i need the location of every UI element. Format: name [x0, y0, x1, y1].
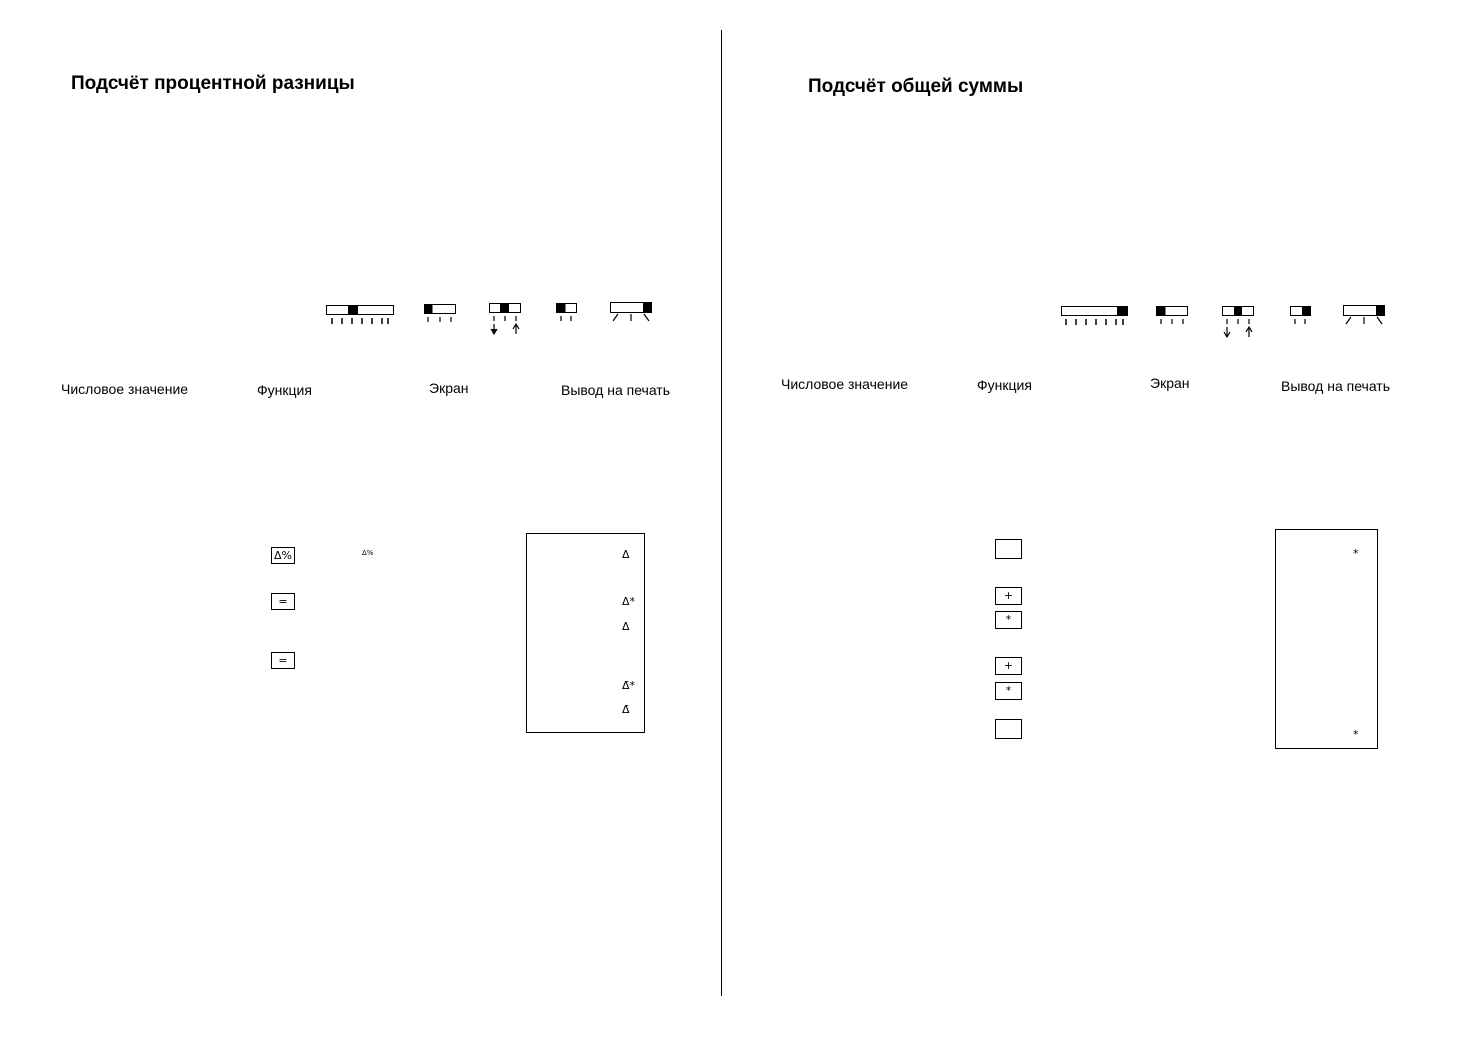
right-decimal-switch-icon [1061, 305, 1131, 327]
plus-key[interactable]: + [995, 657, 1022, 675]
left-mode-switch-icon [424, 304, 458, 326]
right-print-switch-icon [1343, 305, 1387, 327]
equals-key[interactable]: = [271, 593, 295, 610]
left-column-screen: Экран [429, 380, 469, 396]
right-column-screen: Экран [1150, 375, 1190, 391]
blank-key[interactable] [995, 539, 1022, 559]
right-mode-switch-icon [1156, 306, 1190, 328]
left-item-switch-icon [556, 303, 580, 325]
left-column-number: Числовое значение [61, 381, 189, 397]
blank-key[interactable] [995, 719, 1022, 739]
right-print-tape [1275, 529, 1378, 749]
total-star-key[interactable]: * [995, 682, 1022, 700]
left-page-title: Подсчёт процентной разницы [71, 73, 355, 94]
equals-key[interactable]: = [271, 652, 295, 669]
left-decimal-switch-icon [326, 304, 396, 326]
tape-total-star-symbol: * [1353, 547, 1359, 560]
right-column-number: Числовое значение [781, 376, 909, 392]
tape-delta-bar-symbol: Δ̄ [622, 703, 630, 716]
tape-delta-bar-total-symbol: Δ̄* [622, 679, 636, 692]
left-column-function: Функция [257, 382, 312, 398]
percent-delta-key[interactable]: Δ% [271, 547, 295, 564]
screen-percent-delta-symbol: Δ% [362, 549, 374, 557]
tape-delta-symbol: Δ [622, 548, 630, 561]
total-star-key[interactable]: * [995, 611, 1022, 629]
right-column-print: Вывод на печать [1281, 378, 1391, 394]
right-rounding-switch-icon [1222, 306, 1256, 340]
left-print-switch-icon [610, 302, 654, 324]
right-column-function: Функция [977, 377, 1032, 393]
left-rounding-switch-icon [489, 303, 523, 337]
tape-delta-symbol: Δ [622, 620, 630, 633]
plus-key[interactable]: + [995, 587, 1022, 605]
left-column-print: Вывод на печать [561, 382, 671, 398]
tape-delta-total-symbol: Δ* [622, 595, 636, 608]
right-item-switch-icon [1290, 306, 1314, 328]
tape-total-star-symbol: * [1353, 728, 1359, 741]
right-page-title: Подсчёт общей суммы [808, 76, 1024, 97]
page-divider [721, 30, 722, 996]
